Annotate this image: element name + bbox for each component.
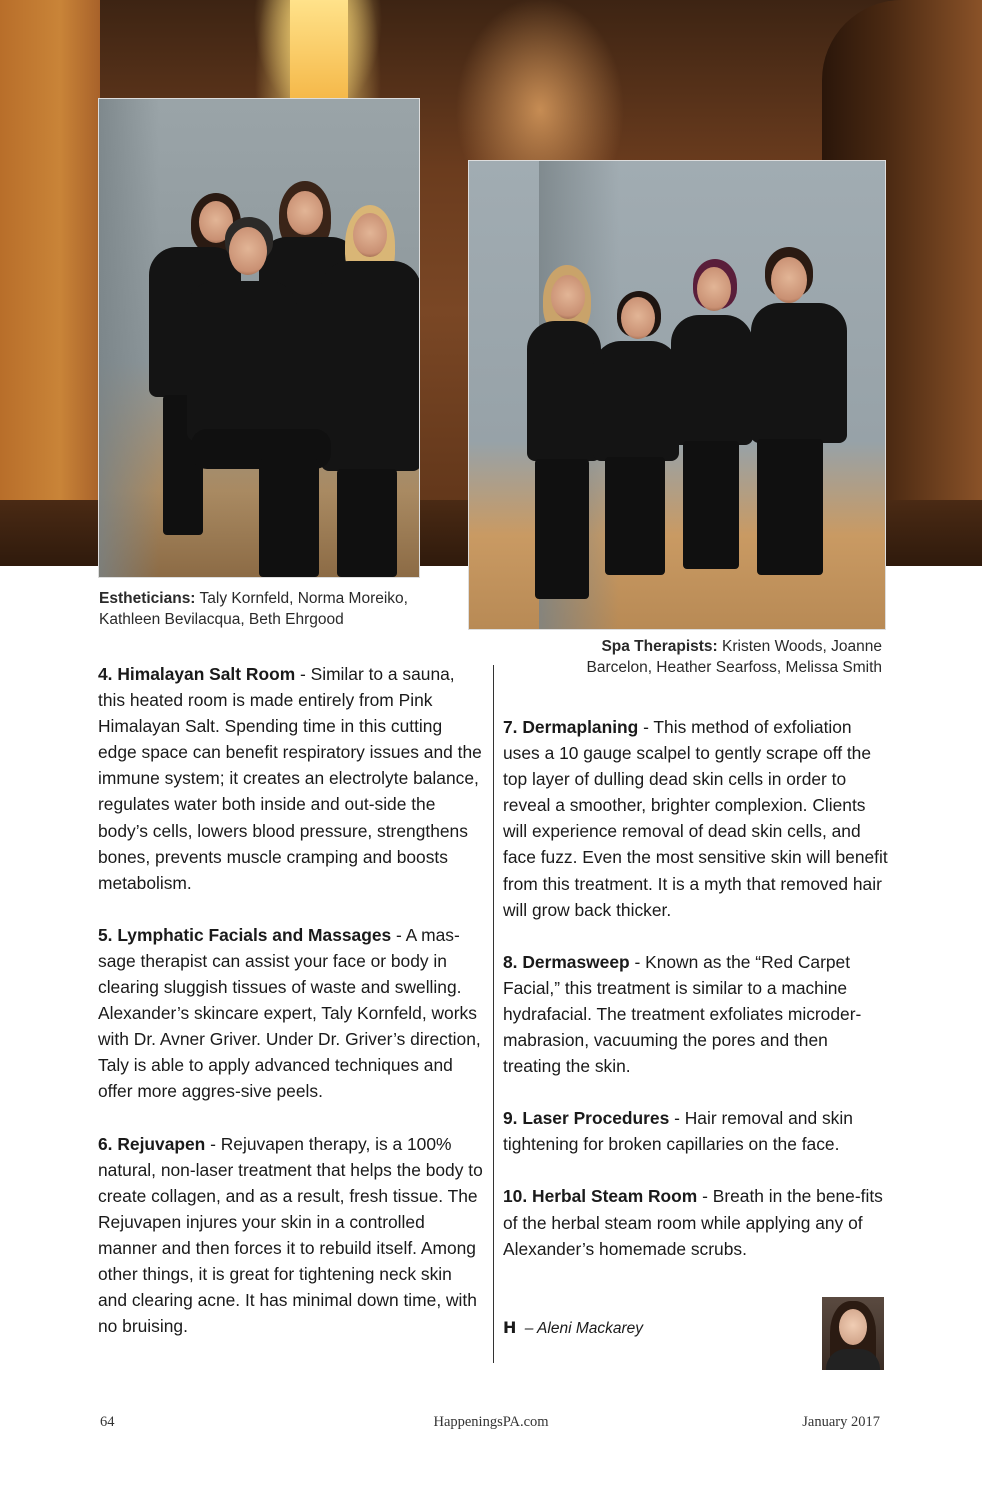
article-item xyxy=(503,1105,888,1157)
item-text: - Known as the “Red Carpet Facial,” this treatment is similar to a machine hydrafacial. The treatment exfoliates microder-mabrasion, vacuuming the pores and then treating the skin. xyxy=(503,951,862,1077)
item-text: - Similar to a sauna, this heated room is made entirely from Pink Himalayan Salt. Spending time in this cutting edge space can benefit respiratory issues and the immune system; it creates an electrolyte balance, regulates water both inside and out-side the body’s cells, lowers blood pressure, strengthens bones, prevents muscle cramping and boosts metabolism. xyxy=(98,664,482,893)
footer-issue-date: January 2017 xyxy=(802,1414,880,1430)
background-lamp xyxy=(290,0,348,98)
article-item xyxy=(98,1131,483,1340)
item-title: 9. Laser Procedures xyxy=(503,1108,670,1129)
spa-therapists-caption xyxy=(540,636,882,678)
item-text: - This method of exfoliation uses a 10 gauge scalpel to gently scrape off the top layer of dulling dead skin cells in order to reveal a smoother, brighter complexion. Clients will experience removal of dead skin cells, and face fuzz. Even the most sensitive skin will benefit from this treatment. It is a myth that removed hair will grow back thicker. xyxy=(503,717,888,920)
item-text: - Hair removal and skin tightening for broken capillaries on the face. xyxy=(503,1108,853,1155)
article-item xyxy=(98,661,483,896)
background-wall xyxy=(0,0,100,566)
item-title: 5. Lymphatic Facials and Massages xyxy=(98,924,392,945)
column-divider xyxy=(493,665,494,1363)
item-title: 6. Rejuvapen xyxy=(98,1133,206,1154)
item-text: - A mas-sage therapist can assist your face or body in clearing sluggish tissues of waste and swelling. Alexander’s skincare expert, Taly Kornfeld, works with Dr. Avner Griver. Under Dr. Griver’s direction, Taly is able to apply advanced techniques and offer more aggres-sive peels. xyxy=(98,924,481,1102)
footer-website: HappeningsPA.com xyxy=(433,1414,549,1430)
item-title: 10. Herbal Steam Room xyxy=(503,1186,698,1207)
article-item xyxy=(503,949,888,1079)
author-byline xyxy=(503,1318,643,1338)
item-title: 7. Dermaplaning xyxy=(503,717,639,737)
article-item xyxy=(503,714,888,923)
estheticians-caption xyxy=(99,588,439,630)
caption-label: Spa Therapists: xyxy=(601,638,718,655)
item-title: 4. Himalayan Salt Room xyxy=(98,664,296,684)
item-text: - Breath in the bene-fits of the herbal steam room while applying any of Alexander’s homemade scrubs. xyxy=(503,1186,883,1259)
item-text: - Rejuvapen therapy, is a 100% natural, non-laser treatment that helps the body to create collagen, and as a result, fresh tissue. The Rejuvapen injures your skin in a controlled manner and then forces it to rebuild itself. Among other things, it is great for tightening neck skin and clearing acne. It has minimal down time, with no bruising. xyxy=(98,1133,483,1337)
footer-page-number: 64 xyxy=(100,1414,115,1430)
article-item xyxy=(98,922,483,1105)
caption-label: Estheticians: xyxy=(99,590,196,607)
caption-names: Kristen Woods, Joanne Barcelon, Heather Searfoss, Melissa Smith xyxy=(586,638,882,676)
article-column-right xyxy=(503,714,888,1288)
spa-therapists-photo xyxy=(468,160,886,630)
item-title: 8. Dermasweep xyxy=(503,951,630,972)
estheticians-photo xyxy=(98,98,420,578)
article-item xyxy=(503,1183,888,1261)
article-column-left xyxy=(98,661,483,1365)
author-name: – Aleni Mackarey xyxy=(524,1320,644,1337)
brand-mark: H xyxy=(503,1318,517,1337)
caption-names: Taly Kornfeld, Norma Moreiko, Kathleen Bevilacqua, Beth Ehrgood xyxy=(99,590,408,628)
author-photo xyxy=(822,1297,884,1370)
